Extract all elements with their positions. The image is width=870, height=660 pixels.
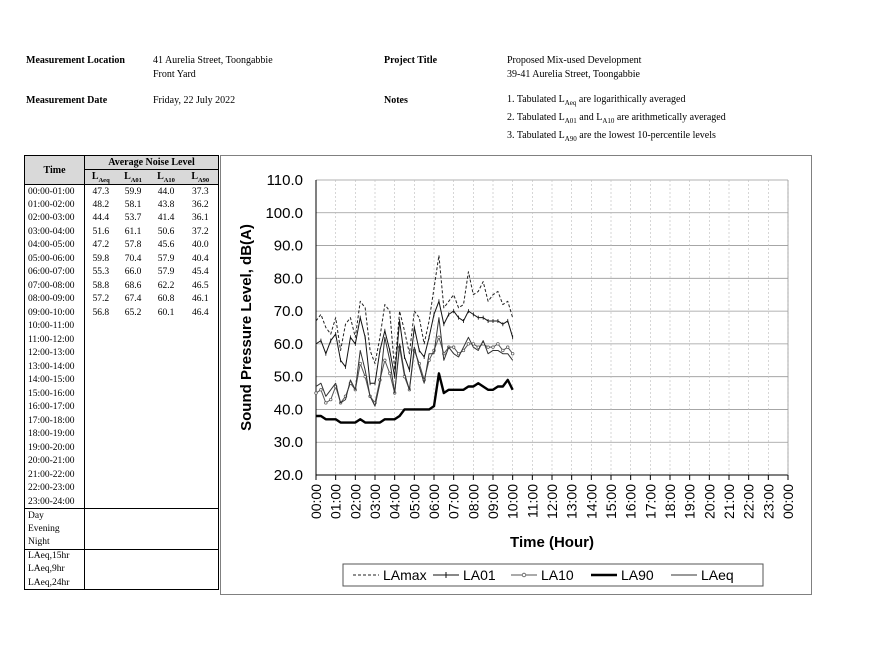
value-cell xyxy=(117,401,150,415)
x-tick-label: 23:00 xyxy=(760,484,777,520)
value-cell xyxy=(85,441,117,455)
value-cell: 41.4 xyxy=(157,213,175,224)
location-label: Measurement Location xyxy=(26,55,125,66)
y-tick-label: 90.0 xyxy=(273,237,303,255)
table-row xyxy=(25,266,219,280)
series-la10-point xyxy=(329,398,332,401)
table-row xyxy=(25,320,219,334)
date-value: Friday, 22 July 2022 xyxy=(153,95,236,106)
col-header-a10: $L_{A10}$ xyxy=(150,170,183,185)
x-tick-label: 07:00 xyxy=(445,484,462,520)
value-cell xyxy=(183,374,219,388)
table-row xyxy=(25,401,219,415)
time-cell: 21:00-22:00 xyxy=(25,468,85,482)
value-cell: 51.6 xyxy=(92,226,110,237)
value-cell xyxy=(183,333,219,347)
table-row xyxy=(25,239,219,253)
value-cell: 59.8 xyxy=(92,253,110,264)
value-cell xyxy=(85,468,117,482)
value-cell xyxy=(85,455,117,469)
value-cell xyxy=(183,414,219,428)
value-cell xyxy=(85,414,117,428)
value-cell xyxy=(150,428,183,442)
summary-value xyxy=(85,576,219,590)
value-cell xyxy=(85,347,117,361)
summary-row xyxy=(25,576,219,590)
value-cell xyxy=(85,320,117,334)
table-row xyxy=(25,482,219,496)
x-tick-label: 20:00 xyxy=(701,484,718,520)
period-row xyxy=(25,509,219,523)
table-row xyxy=(25,198,219,212)
value-cell xyxy=(117,428,150,442)
value-cell xyxy=(183,428,219,442)
x-tick-label: 09:00 xyxy=(485,484,501,520)
x-axis-title: Time (Hour) xyxy=(510,534,594,551)
table-row xyxy=(25,212,219,226)
time-cell: 04:00-05:00 xyxy=(25,239,85,253)
y-tick-label: 80.0 xyxy=(273,270,303,288)
summary-label: LAeq,9hr xyxy=(25,563,85,577)
value-cell: 47.3 xyxy=(92,186,110,197)
x-tick-label: 05:00 xyxy=(406,484,423,520)
y-tick-label: 50.0 xyxy=(273,368,303,386)
period-row xyxy=(25,522,219,536)
x-tick-label: 00:00 xyxy=(780,484,796,520)
value-cell: 56.8 xyxy=(92,307,110,318)
col-header-a01: $L_{A01}$ xyxy=(117,170,150,185)
series-la10-point xyxy=(320,388,323,391)
value-cell xyxy=(117,333,150,347)
series-la10-point xyxy=(325,402,328,405)
value-cell: 43.8 xyxy=(157,199,175,210)
legend-label-la10: LA10 xyxy=(541,567,574,583)
value-cell: 55.3 xyxy=(92,267,110,278)
value-cell xyxy=(183,347,219,361)
noise-level-table xyxy=(24,155,219,590)
date-label: Measurement Date xyxy=(26,95,108,106)
value-cell xyxy=(183,387,219,401)
summary-row xyxy=(25,549,219,563)
table-row xyxy=(25,333,219,347)
table-row xyxy=(25,347,219,361)
summary-value xyxy=(85,563,219,577)
summary-row xyxy=(25,563,219,577)
noise-chart xyxy=(221,156,813,596)
note-1: 1. Tabulated $L_{Aeq}$ are logarithically averaged xyxy=(507,94,686,107)
period-label: Day xyxy=(25,509,85,523)
time-cell: 16:00-17:00 xyxy=(25,401,85,415)
value-cell: 44.4 xyxy=(92,213,110,224)
value-cell xyxy=(117,320,150,334)
value-cell: 60.1 xyxy=(157,307,175,318)
note-3: 3. Tabulated $L_{A90}$ are the lowest 10-percentile levels xyxy=(507,130,716,143)
table-row xyxy=(25,495,219,509)
x-tick-label: 14:00 xyxy=(583,484,600,520)
series-la10-point xyxy=(502,349,505,352)
value-cell: 37.2 xyxy=(183,225,219,239)
x-tick-label: 22:00 xyxy=(740,484,757,520)
note-2: 2. Tabulated $L_{A01}$ and $L_{A10}$ are arithmetically averaged xyxy=(507,112,726,125)
value-cell: 67.4 xyxy=(124,294,142,305)
y-tick-label: 40.0 xyxy=(273,401,303,419)
x-tick-label: 13:00 xyxy=(563,484,580,520)
time-cell: 13:00-14:00 xyxy=(25,360,85,374)
value-cell xyxy=(117,495,150,509)
legend-marker-la10 xyxy=(522,573,526,577)
value-cell xyxy=(183,455,219,469)
table-row xyxy=(25,185,219,199)
value-cell xyxy=(150,468,183,482)
value-cell xyxy=(117,414,150,428)
col-header-aeq: $L_{Aeq}$ xyxy=(85,170,117,185)
value-cell xyxy=(117,455,150,469)
value-cell xyxy=(150,360,183,374)
time-cell: 01:00-02:00 xyxy=(25,198,85,212)
value-cell xyxy=(117,387,150,401)
value-cell xyxy=(150,320,183,334)
time-cell: 10:00-11:00 xyxy=(25,320,85,334)
period-label: Evening xyxy=(25,522,85,536)
time-cell: 03:00-04:00 xyxy=(25,225,85,239)
value-cell xyxy=(117,374,150,388)
value-cell xyxy=(183,468,219,482)
value-cell xyxy=(117,347,150,361)
period-value xyxy=(85,522,219,536)
series-la10-point xyxy=(452,346,455,349)
value-cell xyxy=(150,441,183,455)
time-cell: 07:00-08:00 xyxy=(25,279,85,293)
value-cell: 50.6 xyxy=(157,226,175,237)
value-cell xyxy=(150,455,183,469)
value-cell: 57.8 xyxy=(124,240,142,251)
table-row xyxy=(25,293,219,307)
value-cell xyxy=(150,347,183,361)
value-cell: 60.8 xyxy=(157,294,175,305)
value-cell xyxy=(183,401,219,415)
value-cell xyxy=(150,414,183,428)
value-cell: 58.1 xyxy=(124,199,142,210)
value-cell: 45.6 xyxy=(157,240,175,251)
value-cell: 58.8 xyxy=(92,280,110,291)
value-cell xyxy=(150,387,183,401)
x-tick-label: 16:00 xyxy=(622,484,639,520)
table-row xyxy=(25,455,219,469)
value-cell: 46.4 xyxy=(183,306,219,320)
value-cell: 40.0 xyxy=(183,239,219,253)
value-cell xyxy=(183,441,219,455)
x-tick-label: 12:00 xyxy=(544,484,560,520)
value-cell xyxy=(85,387,117,401)
y-axis-title: Sound Pressure Level, dB(A) xyxy=(238,224,255,431)
table-row xyxy=(25,306,219,320)
value-cell xyxy=(150,333,183,347)
value-cell: 36.1 xyxy=(183,212,219,226)
period-value xyxy=(85,509,219,523)
chart-frame xyxy=(220,155,812,595)
value-cell: 53.7 xyxy=(124,213,142,224)
time-cell: 20:00-21:00 xyxy=(25,455,85,469)
value-cell xyxy=(85,428,117,442)
y-tick-label: 20.0 xyxy=(273,467,303,484)
series-la10-point xyxy=(438,336,441,339)
time-cell: 15:00-16:00 xyxy=(25,387,85,401)
project-line2: 39-41 Aurelia Street, Toongabbie xyxy=(507,69,640,80)
legend-label-la90: LA90 xyxy=(621,567,654,583)
time-cell: 08:00-09:00 xyxy=(25,293,85,307)
series-la10-point xyxy=(467,343,470,346)
value-cell xyxy=(183,360,219,374)
series-la10-point xyxy=(497,343,500,346)
project-line1: Proposed Mix-used Development xyxy=(507,55,642,66)
time-cell: 14:00-15:00 xyxy=(25,374,85,388)
x-tick-label: 17:00 xyxy=(642,484,659,520)
period-value xyxy=(85,536,219,550)
table-row xyxy=(25,441,219,455)
x-tick-label: 08:00 xyxy=(465,484,482,520)
table-row xyxy=(25,414,219,428)
value-cell xyxy=(85,482,117,496)
time-cell: 12:00-13:00 xyxy=(25,347,85,361)
y-tick-label: 30.0 xyxy=(273,434,303,452)
value-cell xyxy=(150,495,183,509)
legend-label-lamax: LAmax xyxy=(383,567,427,583)
time-cell: 00:00-01:00 xyxy=(25,185,85,199)
value-cell: 37.3 xyxy=(183,185,219,199)
value-cell: 59.9 xyxy=(124,186,142,197)
x-tick-label: 02:00 xyxy=(347,484,364,520)
value-cell: 45.4 xyxy=(183,266,219,280)
value-cell: 46.5 xyxy=(183,279,219,293)
time-cell: 22:00-23:00 xyxy=(25,482,85,496)
series-la10-point xyxy=(388,372,391,375)
value-cell xyxy=(85,360,117,374)
value-cell: 47.2 xyxy=(92,240,110,251)
value-cell: 66.0 xyxy=(124,267,142,278)
value-cell xyxy=(183,495,219,509)
value-cell xyxy=(117,468,150,482)
value-cell xyxy=(85,333,117,347)
series-la10-point xyxy=(492,346,495,349)
table-row xyxy=(25,468,219,482)
series-la10-point xyxy=(384,359,387,362)
table-row xyxy=(25,252,219,266)
col-header-a90: $L_{A90}$ xyxy=(183,170,219,185)
x-tick-label: 11:00 xyxy=(524,484,541,518)
x-tick-label: 00:00 xyxy=(308,484,324,520)
value-cell: 57.2 xyxy=(92,294,110,305)
x-tick-label: 01:00 xyxy=(327,484,344,520)
notes-label: Notes xyxy=(384,95,408,106)
value-cell: 65.2 xyxy=(124,307,142,318)
value-cell: 44.0 xyxy=(157,186,175,197)
series-la10-point xyxy=(315,392,318,395)
value-cell xyxy=(117,441,150,455)
time-cell: 19:00-20:00 xyxy=(25,441,85,455)
value-cell: 57.9 xyxy=(157,253,175,264)
time-cell: 11:00-12:00 xyxy=(25,333,85,347)
time-cell: 02:00-03:00 xyxy=(25,212,85,226)
value-cell xyxy=(117,482,150,496)
x-tick-label: 06:00 xyxy=(426,484,442,520)
value-cell: 70.4 xyxy=(124,253,142,264)
x-tick-label: 10:00 xyxy=(504,484,521,520)
x-tick-label: 19:00 xyxy=(681,484,698,520)
table-row xyxy=(25,387,219,401)
time-cell: 17:00-18:00 xyxy=(25,414,85,428)
series-la10-point xyxy=(506,346,509,349)
x-tick-label: 15:00 xyxy=(603,484,619,520)
time-cell: 06:00-07:00 xyxy=(25,266,85,280)
value-cell xyxy=(150,374,183,388)
value-cell: 57.9 xyxy=(157,267,175,278)
table-row xyxy=(25,279,219,293)
y-tick-label: 70.0 xyxy=(273,303,303,321)
summary-label: LAeq,15hr xyxy=(25,549,85,563)
series-la10-point xyxy=(359,362,362,365)
value-cell xyxy=(183,482,219,496)
project-label: Project Title xyxy=(384,55,438,66)
legend-label-la01: LA01 xyxy=(463,567,496,583)
value-cell xyxy=(85,401,117,415)
y-tick-label: 60.0 xyxy=(273,335,303,353)
value-cell: 62.2 xyxy=(157,280,175,291)
location-line2: Front Yard xyxy=(153,69,196,80)
time-cell: 18:00-19:00 xyxy=(25,428,85,442)
value-cell: 68.6 xyxy=(124,280,142,291)
x-tick-label: 18:00 xyxy=(662,484,678,520)
value-cell: 46.1 xyxy=(183,293,219,307)
value-cell: 48.2 xyxy=(92,199,110,210)
x-tick-label: 03:00 xyxy=(367,484,383,520)
time-cell: 09:00-10:00 xyxy=(25,306,85,320)
value-cell xyxy=(183,320,219,334)
table-row xyxy=(25,225,219,239)
time-cell: 23:00-24:00 xyxy=(25,495,85,509)
legend-label-laeq: LAeq xyxy=(701,567,734,583)
series-la10-point xyxy=(511,352,514,355)
location-line1: 41 Aurelia Street, Toongabbie xyxy=(153,55,273,66)
average-noise-level-header: Average Noise Level xyxy=(85,156,219,170)
table-row xyxy=(25,374,219,388)
x-tick-label: 04:00 xyxy=(386,484,403,520)
period-row xyxy=(25,536,219,550)
series-la10-point xyxy=(487,346,490,349)
summary-value xyxy=(85,549,219,563)
value-cell: 40.4 xyxy=(183,252,219,266)
y-tick-label: 110.0 xyxy=(266,172,303,189)
value-cell: 36.2 xyxy=(183,198,219,212)
value-cell xyxy=(85,374,117,388)
time-cell: 05:00-06:00 xyxy=(25,252,85,266)
time-header: Time xyxy=(25,156,85,185)
value-cell xyxy=(117,360,150,374)
value-cell xyxy=(85,495,117,509)
value-cell xyxy=(150,401,183,415)
table-row xyxy=(25,428,219,442)
summary-label: LAeq,24hr xyxy=(25,576,85,590)
y-tick-label: 100.0 xyxy=(265,204,303,222)
x-tick-label: 21:00 xyxy=(721,484,737,520)
value-cell xyxy=(150,482,183,496)
value-cell: 61.1 xyxy=(124,226,142,237)
table-row xyxy=(25,360,219,374)
period-label: Night xyxy=(25,536,85,550)
